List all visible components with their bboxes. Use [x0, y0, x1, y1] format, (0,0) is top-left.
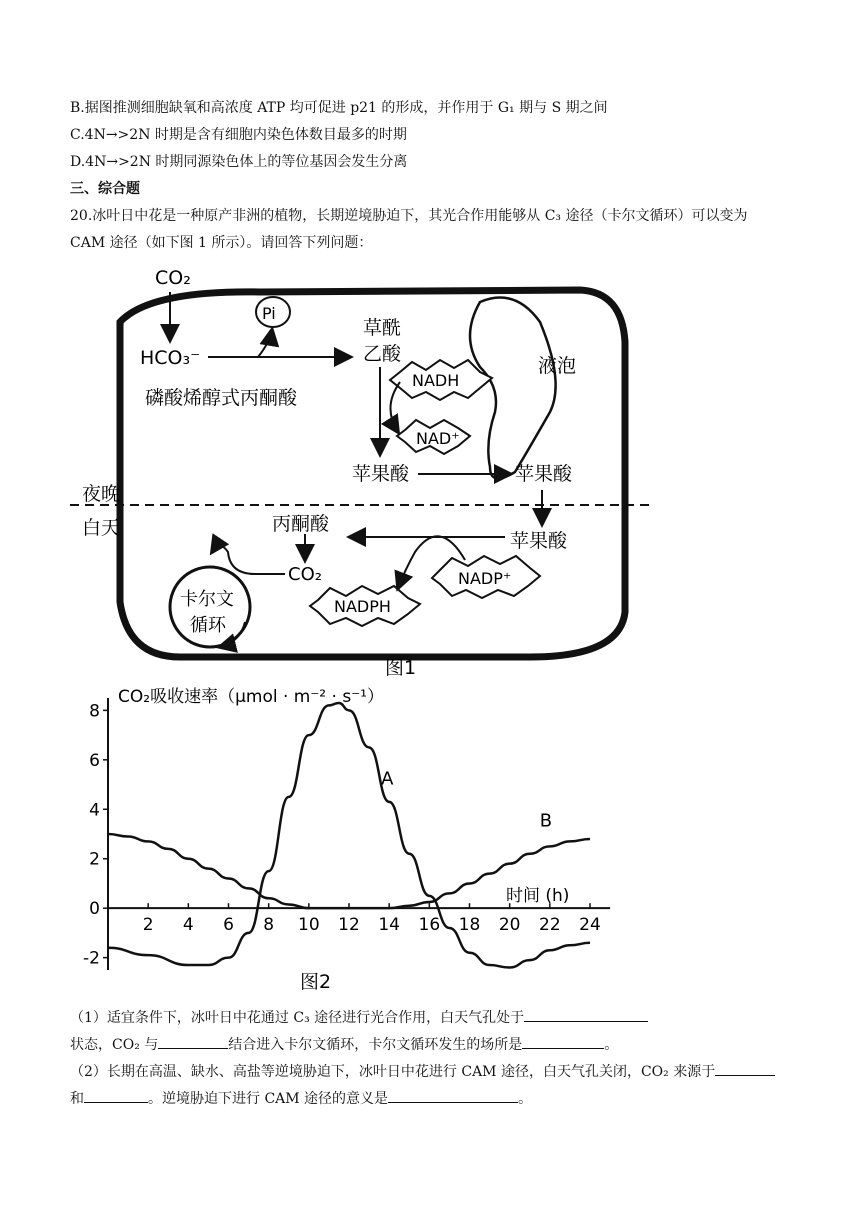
chart-series-label-A: A — [381, 768, 394, 790]
q2-text-b2: 。逆境胁迫下进行 CAM 途径的意义是 — [148, 1091, 389, 1107]
chart-y-tick-label: 8 — [89, 701, 100, 722]
malate-left-label: 苹果酸 — [352, 463, 410, 485]
chart-series-label-B: B — [539, 810, 553, 832]
oaa-label-2: 乙酸 — [363, 343, 402, 365]
chart-caption: 图2 — [300, 971, 332, 993]
blank-stomata-state[interactable] — [524, 1007, 648, 1022]
q1-text-b3: 。 — [604, 1037, 619, 1053]
chart-ylabel: CO₂吸收速率（μmol · m⁻² · s⁻¹） — [118, 687, 384, 707]
chart-x-tick-label: 10 — [298, 915, 320, 936]
chart-xlabel: 时间 (h) — [506, 886, 570, 906]
chart-x-tick-label: 18 — [458, 915, 481, 936]
chart-y-tick-label: 2 — [89, 849, 100, 870]
blank-co2-source-2[interactable] — [84, 1088, 148, 1103]
night-label: 夜晚 — [82, 483, 121, 505]
arrow-nadh-nad — [390, 382, 400, 432]
q1-text-b1: 状态，CO₂ 与 — [70, 1037, 159, 1053]
option-d: D.4N→>2N 时期同源染色体上的等位基因会发生分离 — [70, 154, 408, 170]
chart-x-tick-label: 14 — [378, 915, 400, 936]
arrow-pi-release — [258, 330, 272, 357]
pi-label: Pi — [262, 304, 276, 323]
q1-text-b2: 结合进入卡尔文循环，卡尔文循环发生的场所是 — [228, 1037, 523, 1053]
co2-top-label: CO₂ — [155, 267, 191, 289]
chart-y-tick-label: -2 — [83, 948, 100, 969]
co2-day-label: CO₂ — [288, 564, 322, 585]
blank-co2-acceptor[interactable] — [158, 1034, 228, 1049]
q1-text-a: （1）适宜条件下，冰叶日中花通过 C₃ 途径进行光合作用，白天气孔处于 — [70, 1010, 525, 1026]
vacuole-label: 液泡 — [538, 355, 577, 377]
vacuole-outline — [470, 298, 556, 479]
chart-x-tick-label: 6 — [223, 915, 234, 936]
option-c: C.4N→>2N 时期是含有细胞内染色体数目最多的时期 — [70, 127, 407, 143]
chart-y-tick-label: 6 — [89, 750, 100, 771]
question-20-line1: 20.冰叶日中花是一种原产非洲的植物，长期逆境胁迫下，其光合作用能够从 C₃ 途径（卡尔文循环）可以变为 — [70, 208, 748, 224]
q2-line2 — [70, 1088, 532, 1109]
malate-vacuole-label: 苹果酸 — [515, 463, 573, 485]
q1-line1 — [70, 1007, 648, 1028]
nad-label: NAD⁺ — [416, 429, 460, 448]
chart-x-tick-label: 2 — [142, 915, 154, 936]
section-heading: 三、综合题 — [70, 181, 140, 197]
chart-y-tick-label: 0 — [89, 899, 100, 920]
blank-cam-significance[interactable] — [388, 1088, 518, 1103]
figure2-chart — [70, 680, 630, 1000]
blank-calvin-site[interactable] — [522, 1034, 604, 1049]
pyruvate-label: 丙酮酸 — [272, 513, 330, 535]
hco3-label: HCO₃⁻ — [140, 347, 201, 369]
day-label: 白天 — [82, 517, 121, 539]
chart-x-tick-label: 8 — [263, 915, 275, 936]
chart-y-tick-label: 4 — [89, 800, 100, 821]
option-b: B.据图推测细胞缺氧和高浓度 ATP 均可促进 p21 的形成，并作用于 G₁ 期与 S 期之间 — [70, 100, 608, 116]
pep-label: 磷酸烯醇式丙酮酸 — [145, 387, 298, 409]
chart-x-tick-label: 12 — [338, 915, 360, 936]
q2-text-a1: （2）长期在高温、缺水、高盐等逆境胁迫下，冰叶日中花进行 CAM 途径，白天气孔关闭，CO₂ 来源于 — [70, 1064, 716, 1080]
nadp-label: NADP⁺ — [458, 569, 512, 588]
question-20-line2: CAM 途径（如下图 1 所示）。请回答下列问题： — [70, 235, 373, 251]
oaa-label-1: 草酰 — [363, 317, 402, 339]
figure1-caption: 图1 — [385, 657, 417, 679]
q2-text-b3: 。 — [518, 1091, 533, 1107]
blank-co2-source-1[interactable] — [715, 1061, 775, 1076]
chart-x-tick-label: 4 — [182, 915, 194, 936]
chart-x-tick-label: 22 — [539, 915, 561, 936]
q2-text-b1: 和 — [70, 1091, 84, 1107]
nadh-label: NADH — [412, 371, 460, 390]
nadph-label: NADPH — [334, 597, 391, 616]
q1-line2 — [70, 1034, 618, 1055]
chart-x-tick-label: 16 — [418, 915, 441, 936]
calvin-label-2: 循环 — [190, 615, 226, 636]
chart-x-tick-label: 24 — [579, 915, 601, 936]
figure1-diagram — [60, 262, 660, 682]
q2-line1 — [70, 1061, 775, 1082]
chart-x-tick-label: 20 — [498, 915, 521, 936]
calvin-label-1: 卡尔文 — [180, 589, 234, 610]
malate-day-label: 苹果酸 — [510, 530, 568, 552]
